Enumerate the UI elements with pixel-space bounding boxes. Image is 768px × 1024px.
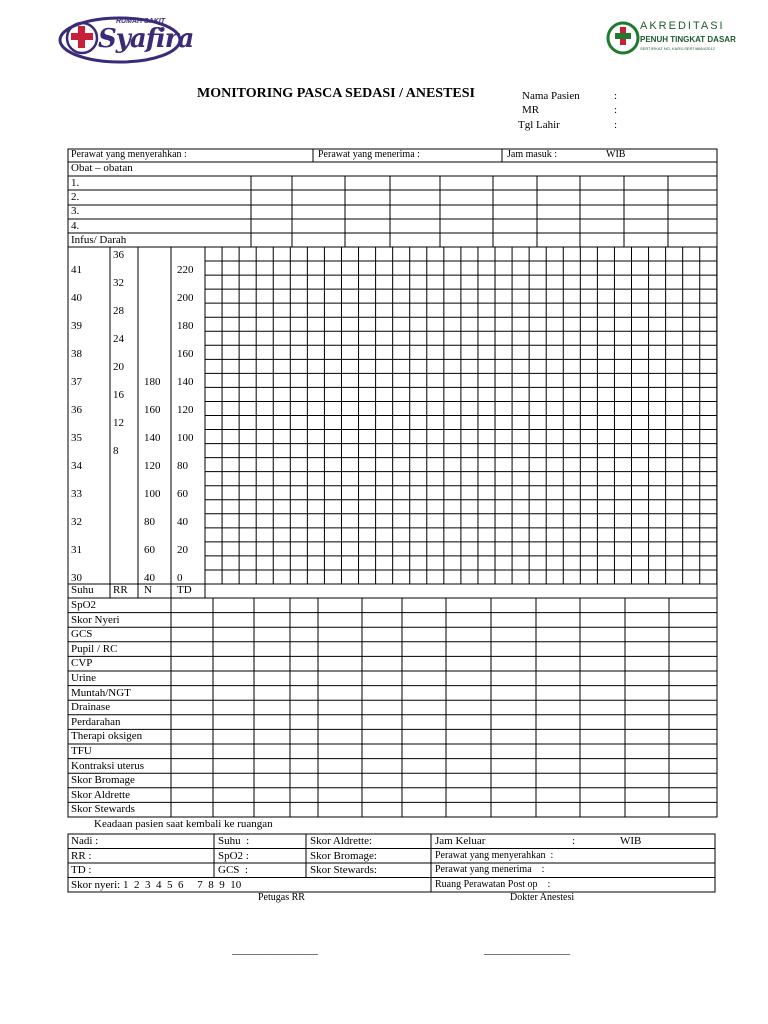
- return-cell: Ruang Perawatan Post op :: [435, 878, 551, 890]
- scale-td-tick: 60: [177, 488, 188, 500]
- observation-row-label: GCS: [71, 628, 93, 641]
- nurse-handover-label: Perawat yang menyerahkan :: [71, 149, 187, 160]
- observation-row-label: Skor Bromage: [71, 774, 135, 787]
- observation-row-label: Muntah/NGT: [71, 686, 131, 699]
- patient-mr-sep: :: [614, 104, 618, 116]
- scale-suhu-tick: 30: [71, 572, 82, 584]
- medication-label: Obat – obatan: [71, 162, 133, 174]
- return-cell: Skor Aldrette:: [310, 835, 373, 847]
- return-cell: Skor Stewards:: [310, 864, 377, 876]
- signature-left-label: Petugas RR: [258, 892, 305, 903]
- scale-rr-tick: 20: [113, 361, 124, 373]
- scale-rr-tick: 36: [113, 249, 124, 261]
- return-cell: TD :: [71, 864, 92, 876]
- scale-suhu-tick: 39: [71, 320, 82, 332]
- patient-mr-label: MR: [522, 104, 540, 116]
- observation-row-label: SpO2: [71, 599, 97, 611]
- observation-row-label: Perdarahan: [71, 715, 121, 728]
- patient-dob-sep: :: [614, 119, 618, 131]
- signature-right-line: ___________________: [484, 945, 570, 956]
- scale-nadi-tick: 40: [144, 572, 155, 584]
- scale-td-tick: 220: [177, 264, 194, 276]
- return-cell: Nadi :: [71, 835, 99, 847]
- scale-rr-tick: 12: [113, 417, 124, 429]
- observation-row-label: Therapi oksigen: [71, 730, 143, 743]
- scale-suhu-tick: 38: [71, 348, 82, 360]
- scale-nadi-tick: 80: [144, 516, 155, 528]
- scale-rr-tick: 16: [113, 389, 124, 401]
- scale-suhu-tick: 33: [71, 488, 82, 500]
- observation-table-border: [68, 598, 717, 817]
- hospital-prefix: RUMAH SAKIT: [116, 18, 165, 25]
- scale-td-tick: 200: [177, 292, 194, 304]
- scale-td-tick: 20: [177, 544, 188, 556]
- accreditation-title: AKREDITASI: [640, 20, 725, 32]
- hospital-name: Syafira: [98, 24, 194, 54]
- observation-row-label: TFU: [71, 745, 92, 757]
- scale-nadi-tick: 140: [144, 432, 161, 444]
- return-cell: GCS :: [218, 864, 248, 876]
- medication-item: 2.: [71, 191, 80, 203]
- medication-item: 1.: [71, 177, 80, 189]
- scale-rr-tick: 24: [113, 333, 124, 345]
- return-cell: RR :: [71, 849, 92, 862]
- signature-right-label: Dokter Anestesi: [510, 892, 575, 903]
- scale-footer-td: TD: [177, 584, 192, 596]
- observation-row-label: Urine: [71, 672, 97, 684]
- scale-td-tick: 160: [177, 348, 194, 360]
- scale-rr-tick: 28: [113, 305, 124, 317]
- form-title: MONITORING PASCA SEDASI / ANESTESI: [197, 86, 476, 101]
- scale-suhu-tick: 31: [71, 544, 82, 556]
- medication-item: 4.: [71, 220, 80, 232]
- scale-suhu-tick: 41: [71, 264, 82, 276]
- return-cell: Perawat yang menyerahkan :: [435, 849, 554, 861]
- observation-row-label: Skor Stewards: [71, 803, 135, 816]
- scale-footer-rr: RR: [113, 584, 128, 596]
- scale-td-tick: 100: [177, 432, 194, 444]
- scale-td-tick: 0: [177, 572, 183, 584]
- medication-item: 3.: [71, 205, 80, 217]
- scale-nadi-tick: 160: [144, 404, 161, 416]
- return-cell: WIB: [620, 835, 642, 847]
- observation-row-label: Kontraksi uterus: [71, 759, 145, 772]
- scale-suhu-tick: 32: [71, 516, 82, 528]
- return-cell: Skor nyeri: 1 2 3 4 5 6 7 8 9 10: [71, 878, 242, 891]
- scale-td-tick: 180: [177, 320, 194, 332]
- time-in-unit: WIB: [606, 149, 626, 160]
- scale-rr-tick: 32: [113, 277, 124, 289]
- scale-nadi-tick: 60: [144, 544, 155, 556]
- scale-suhu-tick: 35: [71, 432, 82, 444]
- observation-row-label: CVP: [71, 657, 93, 670]
- scale-footer-suhu: Suhu: [71, 584, 94, 596]
- observation-row-label: Drainase: [71, 701, 111, 714]
- accreditation-cert: SERTIFIKAT NO. KARS-SERT/668/I/2012: [640, 46, 715, 51]
- scale-td-tick: 40: [177, 516, 188, 528]
- return-cell: :: [572, 835, 576, 847]
- scale-suhu-tick: 37: [71, 376, 82, 388]
- observation-row-label: Pupil / RC: [71, 642, 118, 655]
- infusion-label: Infus/ Darah: [71, 234, 127, 246]
- time-in-label: Jam masuk :: [507, 149, 557, 160]
- signature-left-line: ___________________: [232, 945, 318, 956]
- observation-row-label: Skor Aldrette: [71, 788, 130, 801]
- scale-nadi-tick: 120: [144, 460, 161, 472]
- scale-td-tick: 120: [177, 404, 194, 416]
- scale-suhu-tick: 36: [71, 404, 82, 416]
- scale-suhu-tick: 40: [71, 292, 82, 304]
- scale-rr-tick: 8: [113, 445, 119, 457]
- scale-footer-nadi: N: [144, 584, 152, 596]
- patient-name-sep: :: [614, 90, 618, 102]
- scale-td-tick: 80: [177, 460, 188, 472]
- observation-row-label: Skor Nyeri: [71, 613, 120, 626]
- nurse-receiver-label: Perawat yang menerima :: [318, 149, 420, 160]
- patient-dob-label: Tgl Lahir: [518, 119, 560, 131]
- scale-nadi-tick: 100: [144, 488, 161, 500]
- return-caption: Keadaan pasien saat kembali ke ruangan: [94, 818, 273, 830]
- return-cell: Jam Keluar: [435, 835, 486, 847]
- patient-name-label: Nama Pasien: [522, 90, 580, 102]
- return-cell: Perawat yang menerima :: [435, 864, 545, 875]
- scale-td-tick: 140: [177, 376, 194, 388]
- return-cell: SpO2 :: [218, 849, 249, 862]
- scale-nadi-tick: 180: [144, 376, 161, 388]
- return-cell: Skor Bromage:: [310, 849, 377, 862]
- scale-suhu-tick: 34: [71, 460, 82, 472]
- return-cell: Suhu :: [218, 835, 250, 847]
- accreditation-level: PENUH TINGKAT DASAR: [640, 35, 736, 44]
